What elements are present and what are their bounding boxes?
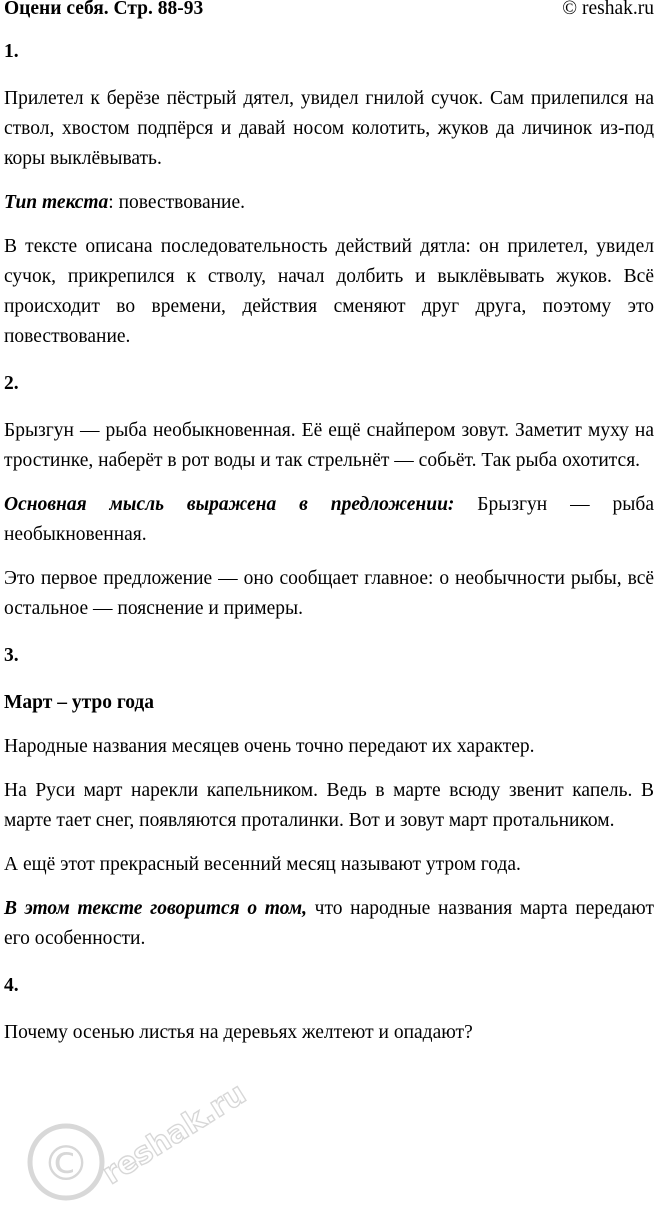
task-3-answer-value: что народные названия марта передают его особенности.: [4, 898, 654, 949]
page-header: [4, 0, 654, 20]
task-2-answer-value: Брызгун — рыба необыкновенная.: [4, 494, 654, 545]
task-3-paragraph-3: А ещё этот прекрасный весенний месяц называют утром года.: [4, 854, 521, 875]
task-1-answer-label: Тип текста: [4, 192, 109, 213]
task-3-title: Март – утро года: [4, 692, 155, 713]
task-3-answer: [4, 894, 654, 954]
task-1-text: Прилетел к берёзе пёстрый дятел, увидел гнилой сучок. Сам прилепился на ствол, хвостом подпёрся и давай носом колотить, жуков да личинок из-под коры выклёвывать.: [4, 88, 654, 169]
task-1-answer-value: : повествование.: [108, 192, 246, 213]
task-1-number: 1.: [4, 41, 19, 62]
task-1-answer: [4, 188, 654, 218]
task-3-number: 3.: [4, 645, 19, 666]
page-title: Оцени себя. Стр. 88-93: [4, 0, 204, 19]
task-3-answer-label: В этом тексте говорится о том,: [4, 898, 307, 919]
task-2-explanation: Это первое предложение — оно сообщает главное: о необычности рыбы, всё остальное — пояснение и примеры.: [4, 568, 654, 619]
site-credit: © reshak.ru: [562, 0, 654, 19]
task-4-text: Почему осенью листья на деревьях желтеют и опадают?: [4, 1022, 473, 1043]
task-1-explanation: В тексте описана последовательность действий дятла: он прилетел, увидел сучок, прикрепился к стволу, начал долбить и выклёвывать жуков. Всё происходит во времени, действия сменяют друг друга, поэтому это повествование.: [4, 236, 654, 347]
task-4-number: 4.: [4, 975, 19, 996]
task-2-answer-label: Основная мысль выражена в предложении:: [4, 494, 455, 515]
task-3-paragraph-1: Народные названия месяцев очень точно передают их характер.: [4, 736, 535, 757]
task-3-paragraph-2: На Руси март нарекли капельником. Ведь в марте всюду звенит капель. В марте тает снег, появляются проталинки. Вот и зовут март протальником.: [4, 780, 654, 831]
task-2-number: 2.: [4, 373, 19, 394]
watermark-text: reshak.ru: [96, 1076, 253, 1192]
task-2-text: Брызгун — рыба необыкновенная. Её ещё снайпером зовут. Заметит муху на тростинке, наберёт в рот воды и так стрельнёт — собьёт. Так рыба охотится.: [4, 420, 654, 471]
watermark-copyright-symbol: ©: [42, 1136, 90, 1192]
task-2-answer: [4, 490, 654, 550]
